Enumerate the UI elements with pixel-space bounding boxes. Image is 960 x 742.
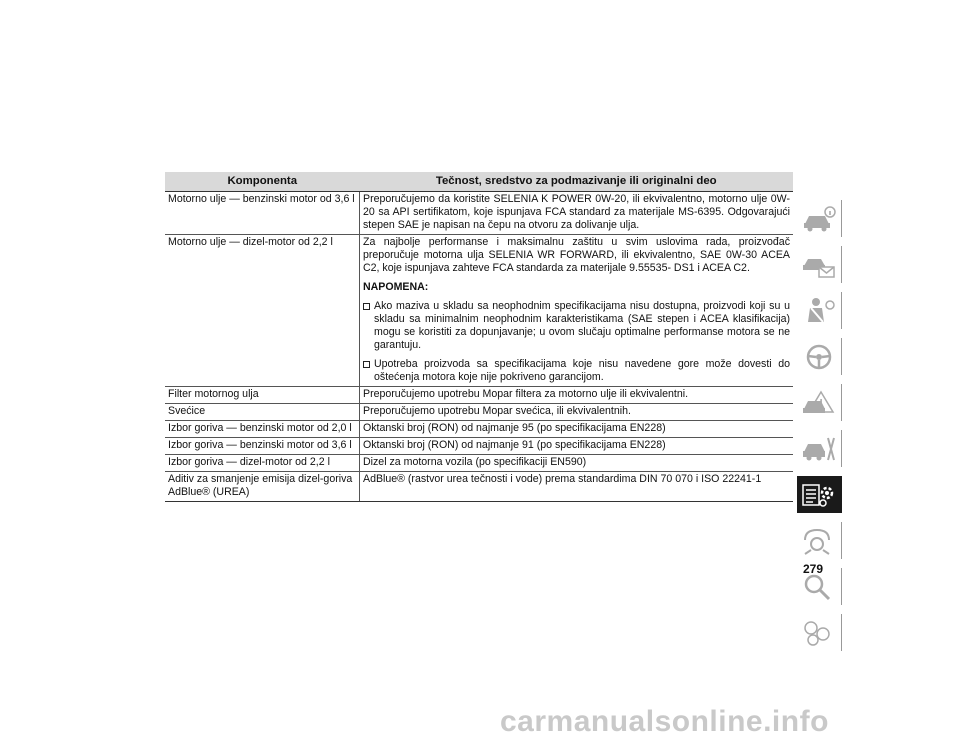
cell-component: Motorno ulje — dizel-motor od 2,2 l xyxy=(165,235,360,387)
seat-belt-icon xyxy=(801,296,837,326)
car-service-icon xyxy=(801,434,837,464)
page-number: 279 xyxy=(803,562,824,576)
cell-spec: Oktanski broj (RON) od najmanje 95 (po specifikacijama EN228) xyxy=(360,421,794,438)
header-component: Komponenta xyxy=(165,172,360,192)
car-info-icon xyxy=(801,204,837,234)
car-mail-icon xyxy=(801,250,837,280)
note-label: NAPOMENA: xyxy=(363,281,429,293)
bullet-box-icon xyxy=(363,303,370,310)
cell-component: Svećice xyxy=(165,404,360,421)
steering-wheel-icon xyxy=(801,342,837,372)
cell-spec: Preporučujemo upotrebu Mopar filtera za motorno ulje ili ekvivalentni. xyxy=(360,387,794,404)
table-row xyxy=(165,421,793,438)
search-index-icon xyxy=(801,572,837,602)
tab-steering[interactable] xyxy=(797,338,842,375)
specs-gear-icon xyxy=(801,480,837,510)
car-warning-icon xyxy=(801,388,837,418)
watermark-text: carmanualsonline.info xyxy=(500,705,829,738)
note-bullet xyxy=(363,300,790,352)
cell-component: Filter motornog ulja xyxy=(165,387,360,404)
tab-car-info[interactable] xyxy=(797,200,842,237)
cell-spec: Dizel za motorna vozila (po specifikaciji EN590) xyxy=(360,455,794,472)
table-row xyxy=(165,235,793,387)
cell-spec xyxy=(360,235,794,387)
specification-table xyxy=(165,172,793,502)
bullet-text: Upotreba proizvoda sa specifikacijama koje nisu navedene gore može dovesti do oštećenja motora koje nije pokriveno garancijom. xyxy=(374,358,790,383)
cell-component: Aditiv za smanjenje emisija dizel-goriva AdBlue® (UREA) xyxy=(165,472,360,502)
table-row xyxy=(165,404,793,421)
table-row xyxy=(165,387,793,404)
table-header-row xyxy=(165,172,793,192)
tab-seat-belt[interactable] xyxy=(797,292,842,329)
cell-component: Izbor goriva — benzinski motor od 3,6 l xyxy=(165,438,360,455)
language-icon xyxy=(801,618,837,648)
tab-multimedia[interactable] xyxy=(797,522,842,559)
tab-car-mail[interactable] xyxy=(797,246,842,283)
note-bullet xyxy=(363,358,790,384)
bullet-box-icon xyxy=(363,361,370,368)
chapter-tabs xyxy=(797,200,842,660)
tab-language[interactable] xyxy=(797,614,842,651)
tab-car-warning[interactable] xyxy=(797,384,842,421)
cell-component: Izbor goriva — benzinski motor od 2,0 l xyxy=(165,421,360,438)
table-row xyxy=(165,438,793,455)
table-row xyxy=(165,472,793,502)
table-row xyxy=(165,455,793,472)
cell-spec: Preporučujemo upotrebu Mopar svećica, ili ekvivalentnih. xyxy=(360,404,794,421)
cell-component: Motorno ulje — benzinski motor od 3,6 l xyxy=(165,192,360,235)
table-row xyxy=(165,192,793,235)
cell-spec: AdBlue® (rastvor urea tečnosti i vode) prema standardima DIN 70 070 i ISO 22241-1 xyxy=(360,472,794,502)
cell-spec: Oktanski broj (RON) od najmanje 91 (po specifikacijama EN228) xyxy=(360,438,794,455)
cell-component: Izbor goriva — dizel-motor od 2,2 l xyxy=(165,455,360,472)
bullet-text: Ako maziva u skladu sa neophodnim specifikacijama nisu dostupna, proizvodi koji su u skladu sa minimalnim neophodnim karakteristikama (SAE stepen i ACEA klasifikacija) mogu se koristiti za dopunjavanje; u ovom slučaju optimalne performanse motora se ne garantuju. xyxy=(374,300,790,351)
tab-car-service[interactable] xyxy=(797,430,842,467)
cell-spec: Preporučujemo da koristite SELENIA K POWER 0W-20, ili ekvivalentno, motorno ulje 0W-20 sa API sertifikatom, koje ispunjava FCA standard za materijale MS-6395. Odgovarajući stepen SAE je napisan na čepu na otvoru za dolivanje ulja. xyxy=(360,192,794,235)
header-spec: Tečnost, sredstvo za podmazivanje ili originalni deo xyxy=(360,172,794,192)
multimedia-icon xyxy=(801,526,837,556)
spec-text: Za najbolje performanse i maksimalnu zaštitu u svim uslovima rada, proizvođač preporučuje motorna ulja SELENIA WR FORWARD, ili ekvivalentno, SAE 0W-30 ACEA C2, koje ispunjava zahteve FCA standarda za materijale 9.55535- DS1 i ACEA C2. xyxy=(363,236,790,274)
tab-specifications[interactable] xyxy=(797,476,842,513)
